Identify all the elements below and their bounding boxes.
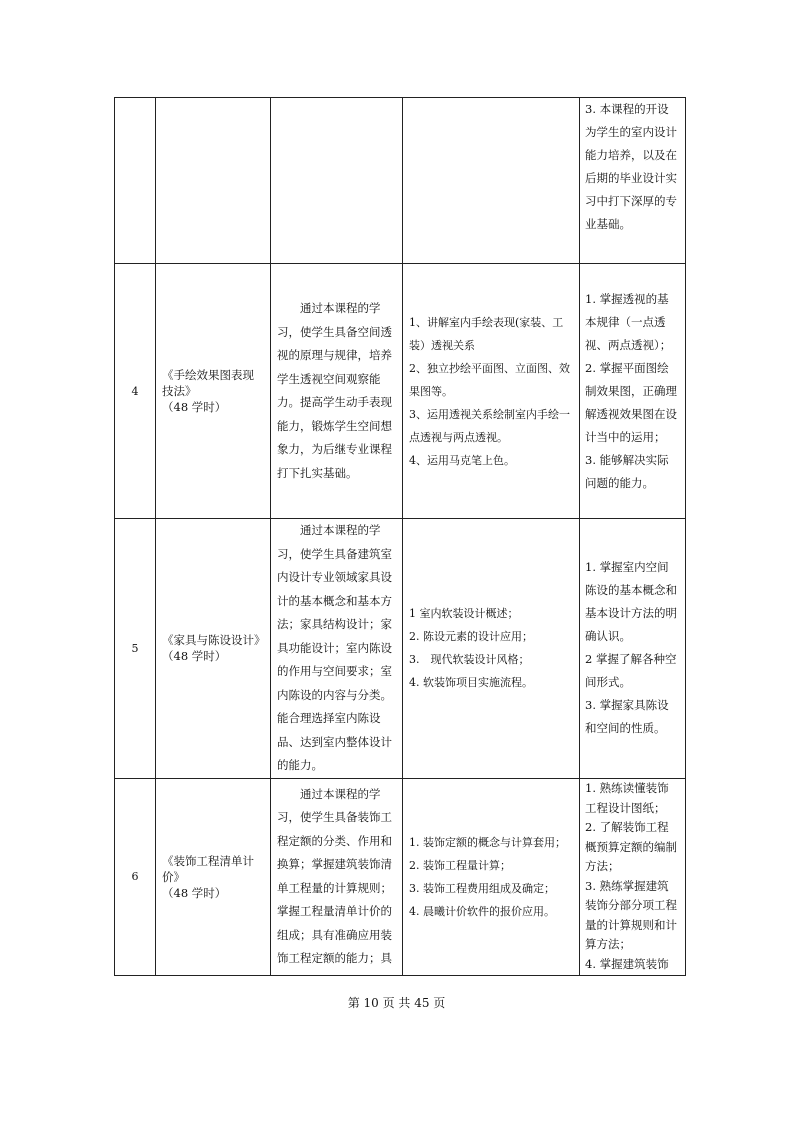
course-name xyxy=(156,264,271,519)
course-goal xyxy=(271,98,403,264)
page-number: 第 10 页 共 45 页 xyxy=(347,996,446,1010)
requirement-item: 3. 能够解决实际问题的能力。 xyxy=(585,452,669,490)
course-table xyxy=(114,97,686,976)
course-number xyxy=(115,98,156,264)
goal-text: 通过本课程的学习，使学生具备空间透视的原理与规律，培养学生透视空间观察能力。提高学生动手表现能力，锻炼学生空间想象力，为后继专业课程打下扎实基础。 xyxy=(277,301,392,480)
content-item: 4. 软装饰项目实施流程。 xyxy=(409,676,533,690)
course-requirements xyxy=(580,778,686,975)
requirement-item: 2. 掌握平面图绘制效果图，正确理解透视效果图在设计当中的运用； xyxy=(585,360,677,444)
course-number: 5 xyxy=(115,519,156,779)
course-requirements xyxy=(580,98,686,264)
table-row xyxy=(115,264,686,519)
table-row xyxy=(115,519,686,779)
course-goal xyxy=(271,519,403,779)
course-title: 《手绘效果图表现技法》 xyxy=(162,368,254,398)
course-hours: （48 学时） xyxy=(162,400,227,414)
requirement-item: 3. 本课程的开设为学生的室内设计能力培养，以及在后期的毕业设计实习中打下深厚的专业基础。 xyxy=(585,102,677,231)
course-content xyxy=(403,519,580,779)
course-requirements xyxy=(580,264,686,519)
course-goal xyxy=(271,778,403,975)
goal-text: 通过本课程的学习，使学生具备装饰工程定额的分类、作用和换算；掌握建筑装饰清单工程量的计算规则；掌握工程量清单计价的组成；具有准确应用装饰工程定额的能力；具 xyxy=(277,786,392,965)
requirement-item: 3. 熟练掌握建筑装饰分部分项工程量的计算规则和计算方法； xyxy=(585,878,677,951)
table-row xyxy=(115,778,686,975)
course-content xyxy=(403,778,580,975)
course-name xyxy=(156,519,271,779)
content-item: 2. 陈设元素的设计应用； xyxy=(409,630,533,644)
course-hours: （48 学时） xyxy=(162,885,227,900)
content-item: 4、运用马克笔上色。 xyxy=(409,453,515,467)
course-requirements xyxy=(580,519,686,779)
requirement-item: 1. 掌握室内空间陈设的基本概念和基本设计方法的明确认识。 xyxy=(585,560,677,644)
content-item: 3、运用透视关系绘制室内手绘一点透视与两点透视。 xyxy=(409,407,570,444)
course-hours: （48 学时） xyxy=(162,649,227,664)
content-item: 2. 装饰工程量计算； xyxy=(409,858,511,872)
course-goal xyxy=(271,264,403,519)
course-name xyxy=(156,98,271,264)
course-number: 4 xyxy=(115,264,156,519)
content-item: 4. 晨曦计价软件的报价应用。 xyxy=(409,904,555,918)
content-item: 1 室内软装设计概述； xyxy=(409,607,519,621)
content-item: 1. 装饰定额的概念与计算套用； xyxy=(409,835,566,849)
content-item: 3. 现代软装设计风格； xyxy=(409,653,530,667)
requirement-item: 3. 掌握家具陈设和空间的性质。 xyxy=(585,698,669,736)
content-item: 3. 装饰工程费用组成及确定； xyxy=(409,881,555,895)
course-content xyxy=(403,264,580,519)
course-name xyxy=(156,778,271,975)
content-item: 2、独立抄绘平面图、立面图、效果图等。 xyxy=(409,361,570,398)
requirement-item: 1. 掌握透视的基本规律（一点透视、两点透视）； xyxy=(585,291,672,352)
course-title: 《家具与陈设设计》 xyxy=(162,633,266,648)
course-content xyxy=(403,98,580,264)
course-title: 《装饰工程清单计价》 xyxy=(162,853,254,884)
requirement-item: 1. 熟练读懂装饰工程设计图纸； xyxy=(585,781,669,815)
requirement-item: 2 掌握了解各种空间形式。 xyxy=(585,652,677,690)
course-number: 6 xyxy=(115,778,156,975)
requirement-item: 4. 掌握建筑装饰 xyxy=(585,956,669,971)
requirement-item: 2. 了解装饰工程概预算定额的编制方法； xyxy=(585,820,677,873)
table-row xyxy=(115,98,686,264)
content-item: 1、讲解室内手绘表现(家装、工装）透视关系 xyxy=(409,315,564,352)
goal-text: 通过本课程的学习，使学生具备建筑室内设计专业领域家具设计的基本概念和基本方法；家具结构设计；家具功能设计；室内陈设的作用与空间要求；室内陈设的内容与分类。能合理选择室内陈设品、达到室内整体设计的能力。 xyxy=(277,523,392,772)
